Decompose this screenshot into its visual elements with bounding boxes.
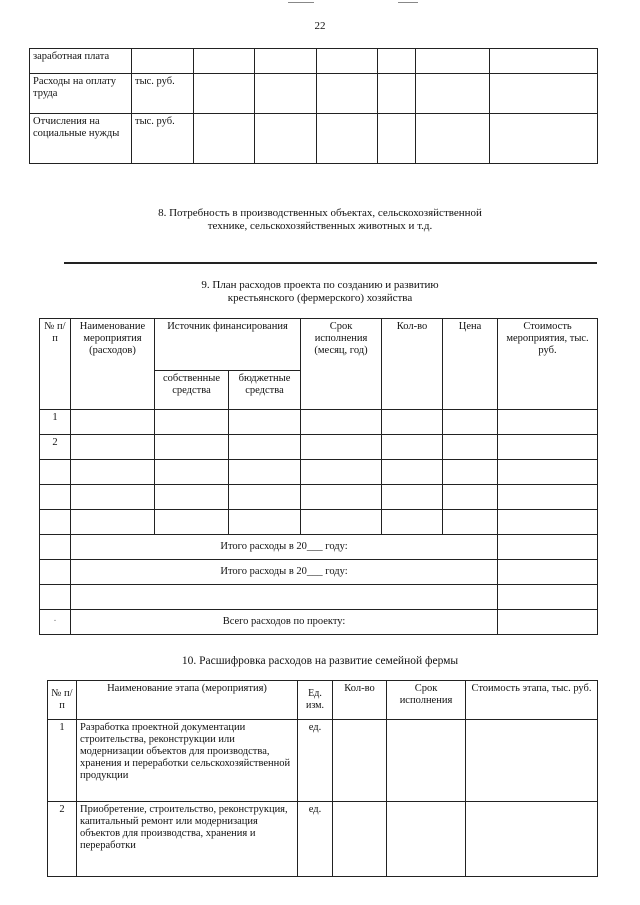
- row-unit: тыс. руб.: [132, 114, 194, 164]
- header-num: № п/п: [48, 681, 77, 720]
- header-cost: Стоимость этапа, тыс. руб.: [466, 681, 598, 720]
- table-row: [40, 410, 598, 435]
- table-row: [30, 49, 598, 74]
- header-qty: Кол-во: [333, 681, 387, 720]
- total-row: [40, 560, 598, 585]
- row-stage: Приобретение, строительство, реконструкция, капитальный ремонт или модернизация объектов для производства, хранения и переработки: [77, 802, 298, 877]
- section-9-title: [0, 279, 640, 305]
- total-year-2-label: Итого расходы в 20___ году:: [71, 560, 498, 585]
- table-header-row: [48, 681, 598, 720]
- header-cost: Стоимость мероприятия, тыс. руб.: [498, 319, 598, 410]
- row-number: 2: [48, 802, 77, 877]
- table-row: [30, 74, 598, 114]
- row-marker: ·: [40, 610, 71, 635]
- total-row: [40, 585, 598, 610]
- section-divider: [64, 262, 597, 264]
- header-unit: Ед. изм.: [298, 681, 333, 720]
- total-project-label: Всего расходов по проекту:: [71, 610, 498, 635]
- section-10-title: [0, 655, 640, 668]
- row-label: Отчисления на социальные нужды: [30, 114, 132, 164]
- section-9-title-text: 9. План расходов проекта по созданию и развитию крестьянского (фермерского) хозяйства: [201, 279, 439, 304]
- header-own-funds: собственные средства: [155, 371, 229, 410]
- table-row: [40, 510, 598, 535]
- table-row: [48, 802, 598, 877]
- header-price: Цена: [443, 319, 498, 410]
- section-10-title-text: 10. Расшифровка расходов на развитие семейной фермы: [181, 655, 459, 667]
- table-family-farm-costs: [47, 680, 598, 877]
- top-rule-right: [398, 2, 418, 3]
- table-row: [40, 485, 598, 510]
- total-year-1-label: Итого расходы в 20___ году:: [71, 535, 498, 560]
- table-expense-plan: [39, 318, 598, 635]
- row-label: заработная плата: [30, 49, 132, 74]
- row-number: 1: [40, 410, 71, 435]
- row-unit: ед.: [298, 802, 333, 877]
- table-labor-costs: [29, 48, 598, 164]
- header-source: Источник финансирования: [155, 319, 301, 371]
- header-term: Срок исполнения (месяц, год): [301, 319, 382, 410]
- table-row: [40, 435, 598, 460]
- section-8-title: [0, 207, 640, 233]
- row-number: 1: [48, 720, 77, 802]
- header-num: № п/п: [40, 319, 71, 410]
- total-row: [40, 610, 598, 635]
- table-row: [30, 114, 598, 164]
- row-unit: ед.: [298, 720, 333, 802]
- header-qty: Кол-во: [382, 319, 443, 410]
- table-header-row: [40, 319, 598, 371]
- row-unit: тыс. руб.: [132, 74, 194, 114]
- header-budget-funds: бюджетные средства: [229, 371, 301, 410]
- top-rule-left: [288, 2, 314, 3]
- row-stage: Разработка проектной документации строительства, реконструкции или модернизации объектов для производства, хранения и переработки сельскохозяйственной продукции: [77, 720, 298, 802]
- row-label: Расходы на оплату труда: [30, 74, 132, 114]
- table-row: [40, 460, 598, 485]
- row-unit: [132, 49, 194, 74]
- page-number: 22: [314, 20, 326, 32]
- total-row: [40, 535, 598, 560]
- header-name: Наименование мероприятия (расходов): [71, 319, 155, 410]
- section-8-title-text: 8. Потребность в производственных объектах, сельскохозяйственной технике, сельскохозяйственных животных и т.д.: [158, 207, 482, 232]
- row-number: 2: [40, 435, 71, 460]
- header-term: Срок исполнения: [387, 681, 466, 720]
- table-row: [48, 720, 598, 802]
- header-stage: Наименование этапа (мероприятия): [77, 681, 298, 720]
